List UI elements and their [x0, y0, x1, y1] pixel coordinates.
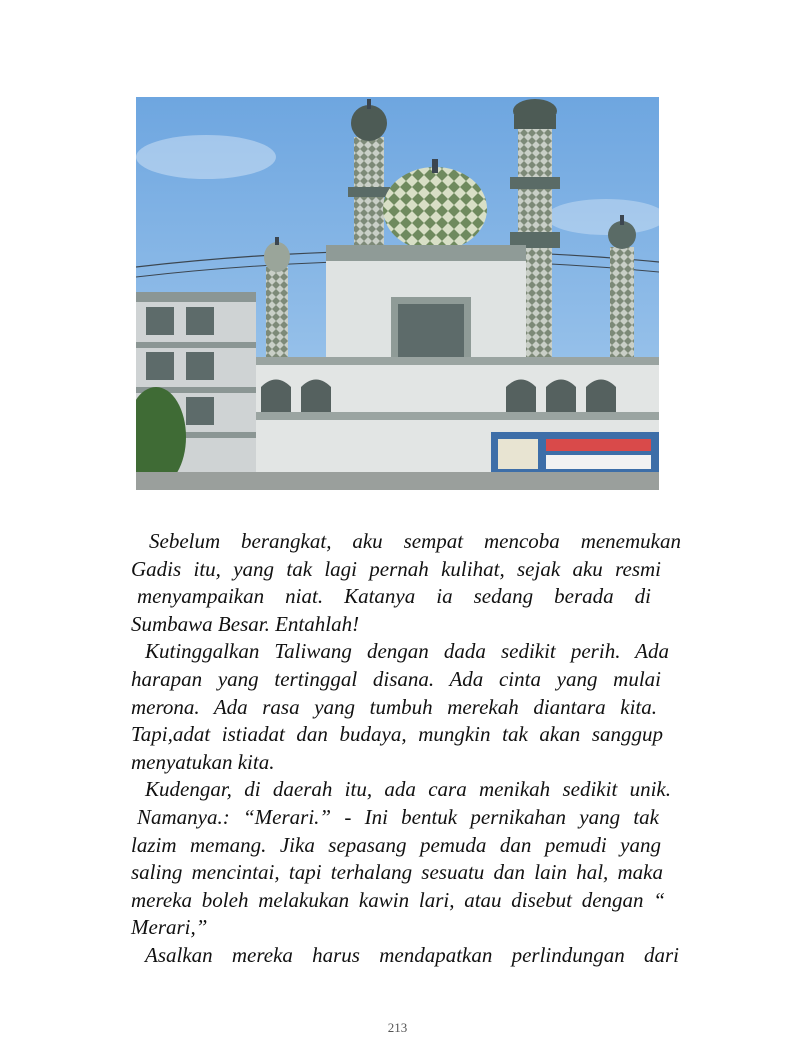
text-line: Sumbawa Besar. Entahlah! — [131, 611, 360, 636]
paragraph-3 — [131, 776, 681, 942]
mosque-illustration — [136, 97, 659, 490]
text-line: Kutinggalkan Taliwang dengan dada sedikit perih. Ada — [145, 639, 669, 664]
text-line: Namanya.: “Merari.” - Ini bentuk pernikahan yang tak — [137, 804, 659, 829]
text-line: mereka boleh melakukan kawin lari, atau disebut dengan “ — [131, 887, 665, 912]
text-line: menyatukan kita. — [131, 749, 275, 774]
paragraph-1 — [131, 528, 681, 638]
page-number: 213 — [387, 1020, 408, 1035]
text-line: merona. Ada rasa yang tumbuh merekah diantara kita. — [131, 694, 657, 719]
text-line: harapan yang tertinggal disana. Ada cinta yang mulai — [131, 666, 661, 691]
text-line: Tapi,adat istiadat dan budaya, mungkin tak akan sanggup — [131, 722, 663, 747]
text-line: lazim memang. Jika sepasang pemuda dan pemudi yang — [131, 832, 661, 857]
mosque-photo — [136, 97, 659, 490]
text-line: Kudengar, di daerah itu, ada cara menikah sedikit unik. — [145, 777, 671, 802]
text-line: Merari,” — [131, 915, 208, 940]
body-text — [131, 528, 681, 970]
text-line: menyampaikan niat. Katanya ia sedang berada di — [137, 584, 651, 609]
text-line: saling mencintai, tapi terhalang sesuatu dan lain hal, maka — [131, 860, 663, 885]
paragraph-4 — [131, 942, 681, 970]
text-line: Gadis itu, yang tak lagi pernah kulihat, sejak aku resmi — [131, 556, 661, 581]
text-line: Sebelum berangkat, aku sempat mencoba menemukan — [149, 529, 681, 553]
paragraph-2 — [131, 638, 681, 776]
text-line: Asalkan mereka harus mendapatkan perlindungan dari — [145, 942, 679, 967]
